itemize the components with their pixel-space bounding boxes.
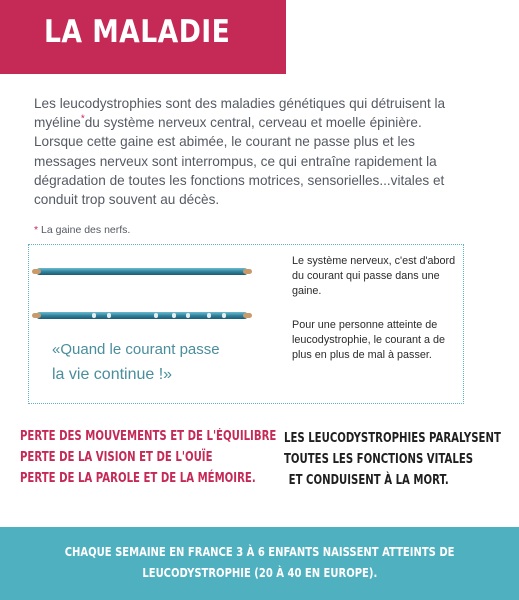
- statistics-line-1: CHAQUE SEMAINE EN FRANCE 3 À 6 ENFANTS NAISSENT ATTEINTS DE: [64, 544, 455, 559]
- paralysis-statement: [284, 428, 501, 491]
- loss-list: [20, 426, 276, 489]
- quote-line-2: la vie continue !»: [52, 366, 173, 383]
- intro-paragraph: [34, 94, 454, 209]
- quote-line-1: «Quand le courant passe: [52, 341, 220, 358]
- statistics-text: [0, 541, 519, 583]
- intro-text-end: du système nerveux central, cerveau et moelle épinière. Lorsque cette gaine est abimée, le courant ne passe plus et les messages nerveux sont interrompus, ce qui entraîne rapidement la dégradation de toutes les fonctions motrices, sensorielles...vitales et conduit trop souvent au décès.: [34, 115, 445, 208]
- footnote: [34, 224, 130, 236]
- damaged-nerve-image: [36, 312, 248, 319]
- paralysis-line: LES LEUCODYSTROPHIES PARALYSENT: [284, 431, 501, 446]
- paralysis-line: TOUTES LES FONCTIONS VITALES: [284, 452, 474, 467]
- loss-item: PERTE DES MOUVEMENTS ET DE L'ÉQUILIBRE: [20, 429, 277, 444]
- side-text-1: Le système nerveux, c'est d'abord du courant qui passe dans une gaine.: [292, 255, 456, 297]
- healthy-nerve-image: [36, 268, 248, 275]
- paralysis-line: ET CONDUISENT À LA MORT.: [288, 473, 449, 488]
- page-title: LA MALADIE: [44, 14, 231, 50]
- loss-item: PERTE DE LA PAROLE ET DE LA MÉMOIRE.: [20, 471, 256, 486]
- loss-item: PERTE DE LA VISION ET DE L'OUÏE: [20, 450, 213, 465]
- intro-text-start: Les leucodystrophies sont des maladies génétiques qui détruisent la myéline: [34, 96, 446, 131]
- footnote-text: La gaine des nerfs.: [41, 224, 131, 236]
- intro-asterisk: *: [80, 113, 85, 125]
- footnote-asterisk: *: [34, 224, 39, 236]
- side-text-2: Pour une personne atteinte de leucodystrophie, le courant a de plus en plus de mal à passer.: [292, 319, 446, 361]
- statistics-line-2: LEUCODYSTROPHIE (20 À 40 EN EUROPE).: [142, 565, 377, 580]
